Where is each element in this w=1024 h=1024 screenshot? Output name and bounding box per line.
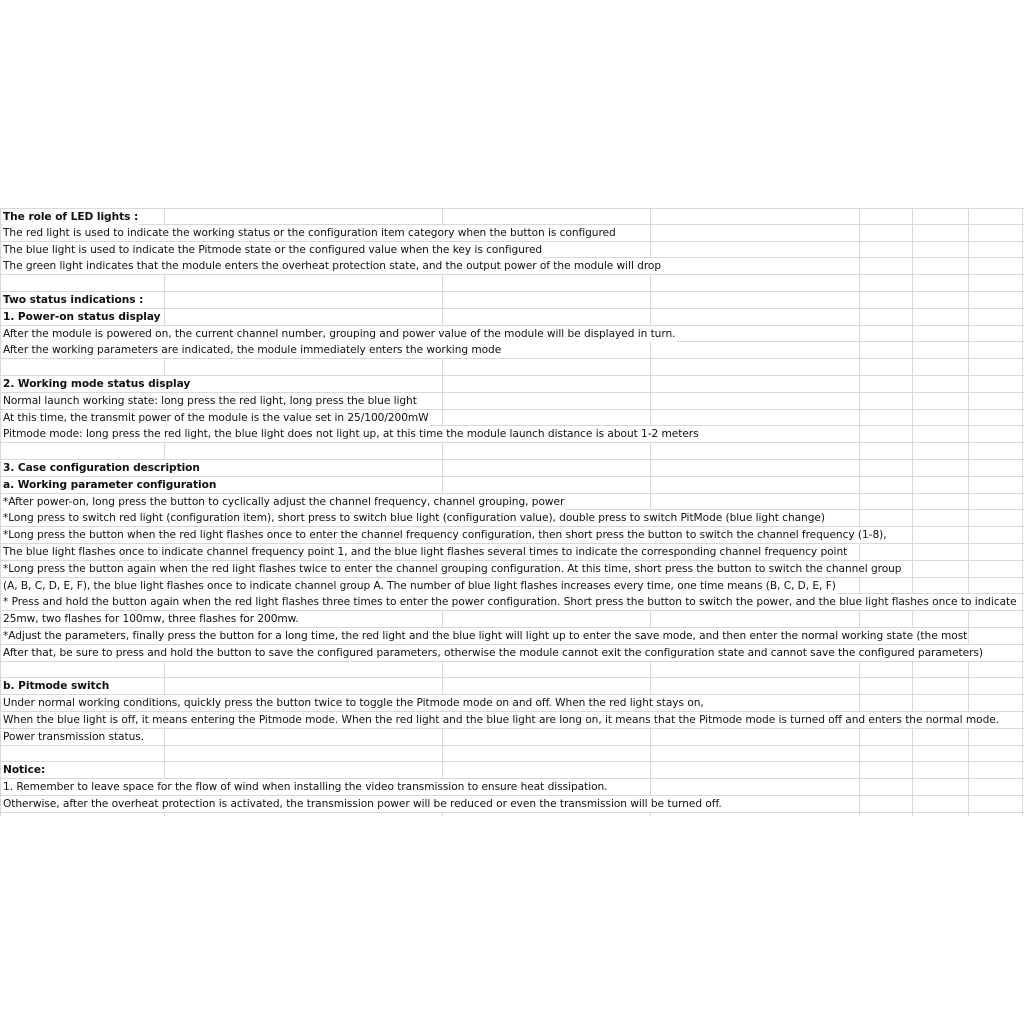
text-cell: The green light indicates that the module enters the overheat protection state, and the output power of the module will drop [3, 260, 662, 273]
text-cell: When the blue light is off, it means entering the Pitmode mode. When the red light and the blue light are long on, it means that the Pitmode mode is turned off and enters the normal mode. [3, 713, 1000, 726]
table-row[interactable] [0, 326, 1024, 343]
table-row[interactable] [0, 410, 1024, 427]
table-row[interactable] [0, 275, 1024, 292]
table-row[interactable] [0, 729, 1024, 746]
text-cell: *Long press to switch red light (configuration item), short press to switch blue light (configuration value), double press to switch PitMode (blue light change) [3, 512, 825, 525]
text-cell: After the module is powered on, the current channel number, grouping and power value of the module will be displayed in turn. [3, 327, 676, 340]
text-cell: Under normal working conditions, quickly press the button twice to toggle the Pitmode mode on and off. When the red light stays on, [3, 697, 704, 710]
text-cell: 1. Remember to leave space for the flow of wind when installing the video transmission to ensure heat dissipation. [3, 781, 608, 794]
text-cell: Pitmode mode: long press the red light, the blue light does not light up, at this time the module launch distance is about 1-2 meters [3, 428, 699, 441]
table-row[interactable] [0, 544, 1024, 561]
text-cell: The blue light flashes once to indicate channel frequency point 1, and the blue light flashes several times to indicate the corresponding channel frequency point [3, 545, 848, 558]
section-heading-cell: b. Pitmode switch [3, 680, 110, 693]
text-cell: At this time, the transmit power of the module is the value set in 25/100/200mW [3, 411, 429, 424]
spreadsheet-grid [0, 208, 1024, 816]
table-row[interactable] [0, 477, 1024, 494]
text-cell: *After power-on, long press the button to cyclically adjust the channel frequency, channel grouping, power [3, 495, 565, 508]
table-row[interactable] [0, 594, 1024, 611]
section-heading-cell: 2. Working mode status display [3, 377, 191, 390]
text-cell: *Long press the button when the red light flashes once to enter the channel frequency configuration, then short press the button to switch the channel frequency (1-8), [3, 529, 887, 542]
table-row[interactable] [0, 225, 1024, 242]
table-row[interactable] [0, 426, 1024, 443]
table-row[interactable] [0, 796, 1024, 813]
table-row[interactable] [0, 258, 1024, 275]
section-heading-cell: Notice: [3, 764, 46, 777]
table-row[interactable] [0, 494, 1024, 511]
text-cell: After that, be sure to press and hold the button to save the configured parameters, otherwise the module cannot exit the configuration state and cannot save the configured parameters) [3, 646, 983, 659]
table-row[interactable] [0, 510, 1024, 527]
text-cell: The red light is used to indicate the working status or the configuration item category when the button is configured [3, 226, 616, 239]
table-row[interactable] [0, 393, 1024, 410]
text-cell: Otherwise, after the overheat protection is activated, the transmission power will be reduced or even the transmission will be turned off. [3, 797, 722, 810]
section-heading-cell: Two status indications : [3, 293, 144, 306]
table-row[interactable] [0, 342, 1024, 359]
table-row[interactable] [0, 242, 1024, 259]
table-row[interactable] [0, 678, 1024, 695]
table-row[interactable] [0, 712, 1024, 729]
table-row[interactable] [0, 611, 1024, 628]
text-cell: The blue light is used to indicate the Pitmode state or the configured value when the key is configured [3, 243, 543, 256]
table-row[interactable] [0, 561, 1024, 578]
text-cell: (A, B, C, D, E, F), the blue light flashes once to indicate channel group A. The number of blue light flashes increases every time, one time means (B, C, D, E, F) [3, 579, 836, 592]
table-row[interactable] [0, 309, 1024, 326]
table-row[interactable] [0, 208, 1024, 225]
table-row[interactable] [0, 695, 1024, 712]
table-row[interactable] [0, 662, 1024, 679]
text-cell: * Press and hold the button again when the red light flashes three times to enter the power configuration. Short press the button to switch the power, and the blue light flashes once to indicate [3, 596, 1017, 609]
section-heading-cell: The role of LED lights : [3, 211, 139, 223]
table-row[interactable] [0, 527, 1024, 544]
table-row[interactable] [0, 578, 1024, 595]
table-row[interactable] [0, 443, 1024, 460]
text-cell: Normal launch working state: long press the red light, long press the blue light [3, 394, 417, 407]
section-heading-cell: a. Working parameter configuration [3, 478, 217, 491]
text-cell: After the working parameters are indicated, the module immediately enters the working mode [3, 344, 502, 357]
table-row[interactable] [0, 460, 1024, 477]
table-row[interactable] [0, 779, 1024, 796]
table-row[interactable] [0, 746, 1024, 763]
table-row[interactable] [0, 645, 1024, 662]
text-cell: 25mw, two flashes for 100mw, three flashes for 200mw. [3, 613, 299, 626]
text-cell: *Adjust the parameters, finally press the button for a long time, the red light and the blue light will light up to enter the save mode, and then enter the normal working state (the most [3, 629, 968, 642]
text-cell: Power transmission status. [3, 730, 145, 743]
table-row[interactable] [0, 292, 1024, 309]
table-row[interactable] [0, 359, 1024, 376]
table-row[interactable] [0, 376, 1024, 393]
section-heading-cell: 1. Power-on status display [3, 310, 161, 323]
spreadsheet-rows [0, 208, 1024, 813]
text-cell: *Long press the button again when the red light flashes twice to enter the channel grouping configuration. At this time, short press the button to switch the channel group [3, 562, 902, 575]
section-heading-cell: 3. Case configuration description [3, 461, 200, 474]
table-row[interactable] [0, 762, 1024, 779]
table-row[interactable] [0, 628, 1024, 645]
